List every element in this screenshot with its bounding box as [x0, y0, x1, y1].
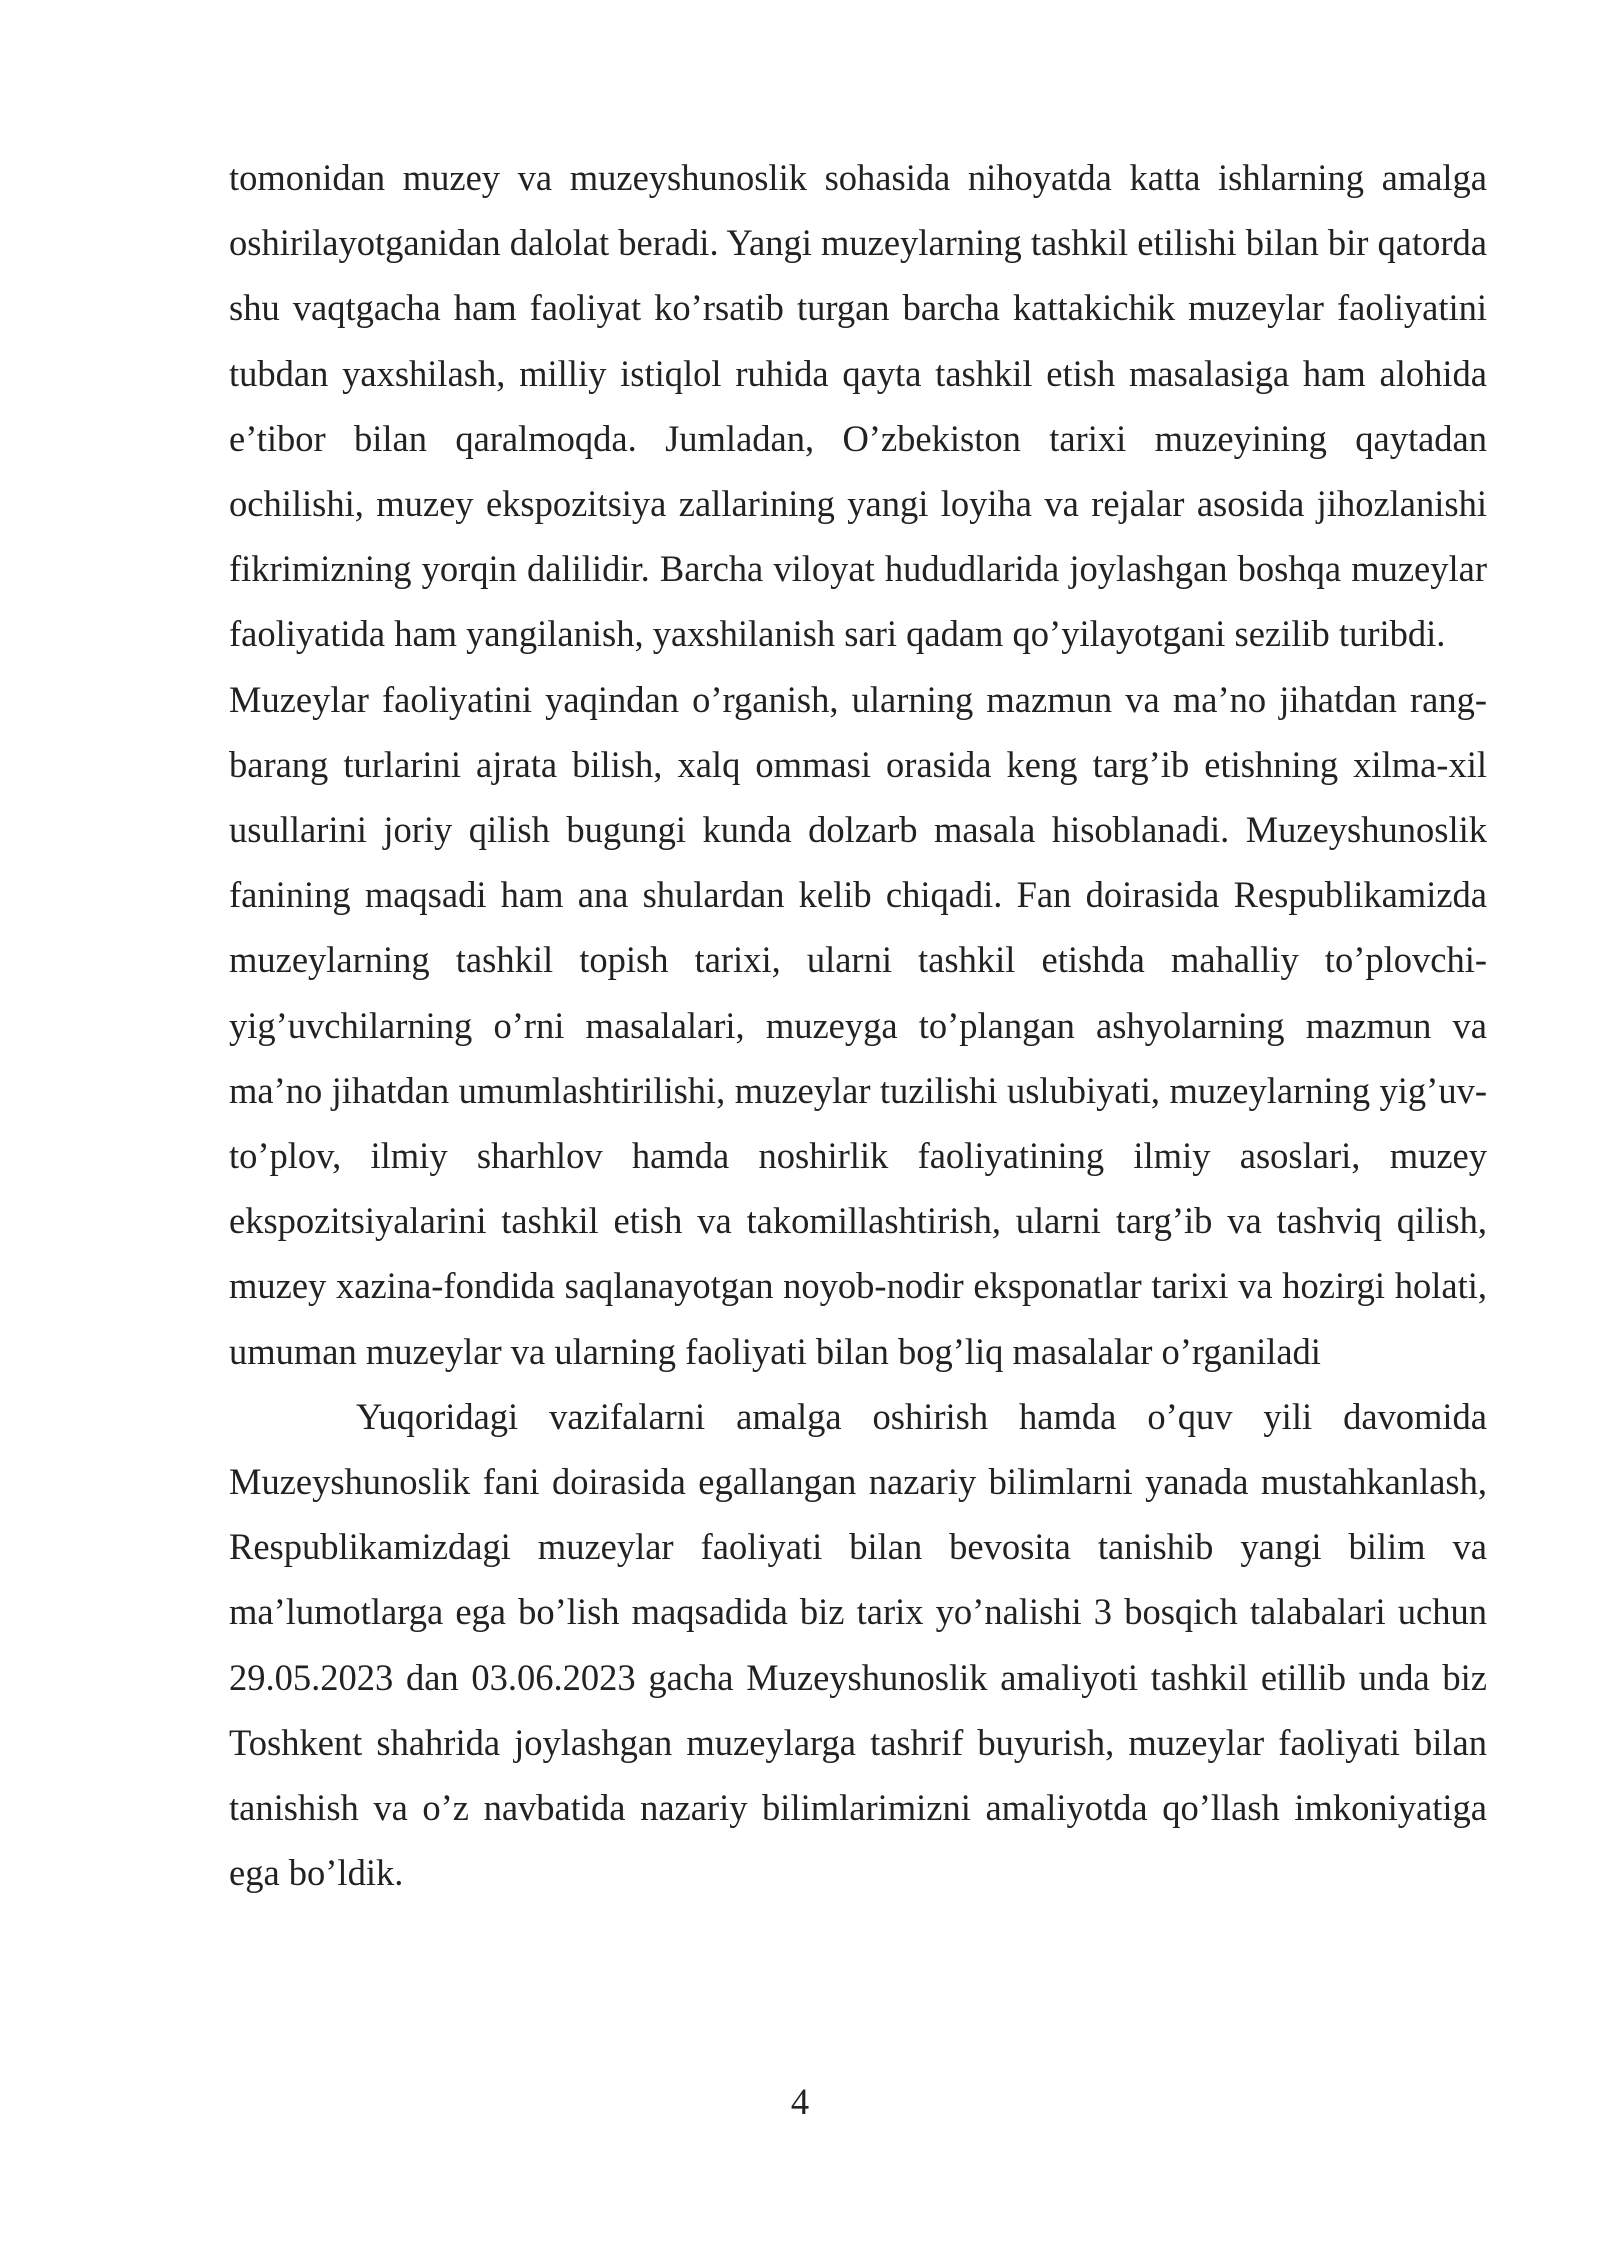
paragraph-3: Yuqoridagi vazifalarni amalga oshirish hamda o’quv yili davomida Muzeyshunoslik fani doirasida egallangan nazariy bilimlarni yanada mustahkanlash, Respublikamizdagi muzeylar faoliyati bilan bevosita tanishib yangi bilim va ma’lumotlarga ega bo’lish maqsadida biz tarix yo’nalishi 3 bosqich talabalari uchun 29.05.2023 dan 03.06.2023 gacha Muzeyshunoslik amaliyoti tashkil etillib unda biz Toshkent shahrida joylashgan muzeylarga tashrif buyurish, muzeylar faoliyati bilan tanishish va o’z navbatida nazariy bilimlarimizni amaliyotda qo’llash imkoniyatiga ega bo’ldik.: [229, 1395, 1487, 1894]
paragraph-1: tomonidan muzey va muzeyshunoslik sohasida nihoyatda katta ishlarning amalga oshirilayotganidan dalolat beradi. Yangi muzeylarning tashkil etilishi bilan bir qatorda shu vaqtgacha ham faoliyat ko’rsatib turgan barcha kattakichik muzeylar faoliyatini tubdan yaxshilash, milliy istiqlol ruhida qayta tashkil etish masalasiga ham alohida e’tibor bilan qaralmoqda. Jumladan, O’zbekiston tarixi muzeyining qaytadan ochilishi, muzey ekspozitsiya zallarining yangi loyiha va rejalar asosida jihozlanishi fikrimizning yorqin dalilidir. Barcha viloyat hududlarida joylashgan boshqa muzeylar faoliyatida ham yangilanish, yaxshilanish sari qadam qo’yilayotgani sezilib turibdi.: [229, 157, 1487, 655]
paragraph-2: Muzeylar faoliyatini yaqindan o’rganish, ularning mazmun va ma’no jihatdan rang-barang turlarini ajrata bilish, xalq ommasi orasida keng targ’ib etishning xilma-xil usullarini joriy qilish bugungi kunda dolzarb masala hisoblanadi. Muzeyshunoslik fanining maqsadi ham ana shulardan kelib chiqadi. Fan doirasida Respublikamizda muzeylarning tashkil topish tarixi, ularni tashkil etishda mahalliy to’plovchi-yig’uvchilarning o’rni masalalari, muzeyga to’plangan ashyolarning mazmun va ma’no jihatdan umumlashtirilishi, muzeylar tuzilishi uslubiyati, muzeylarning yig’uv-to’plov, ilmiy sharhlov hamda noshirlik faoliyatining ilmiy asoslari, muzey ekspozitsiyalarini tashkil etish va takomillashtirish, ularni targ’ib va tashviq qilish, muzey xazina-fondida saqlanayotgan noyob-nodir eksponatlar tarixi va hozirgi holati, umuman muzeylar va ularning faoliyati bilan bog’liq masalalar o’rganiladi: [229, 678, 1487, 1372]
document-body: [229, 145, 1487, 1905]
page-number: 4: [790, 2081, 810, 2122]
